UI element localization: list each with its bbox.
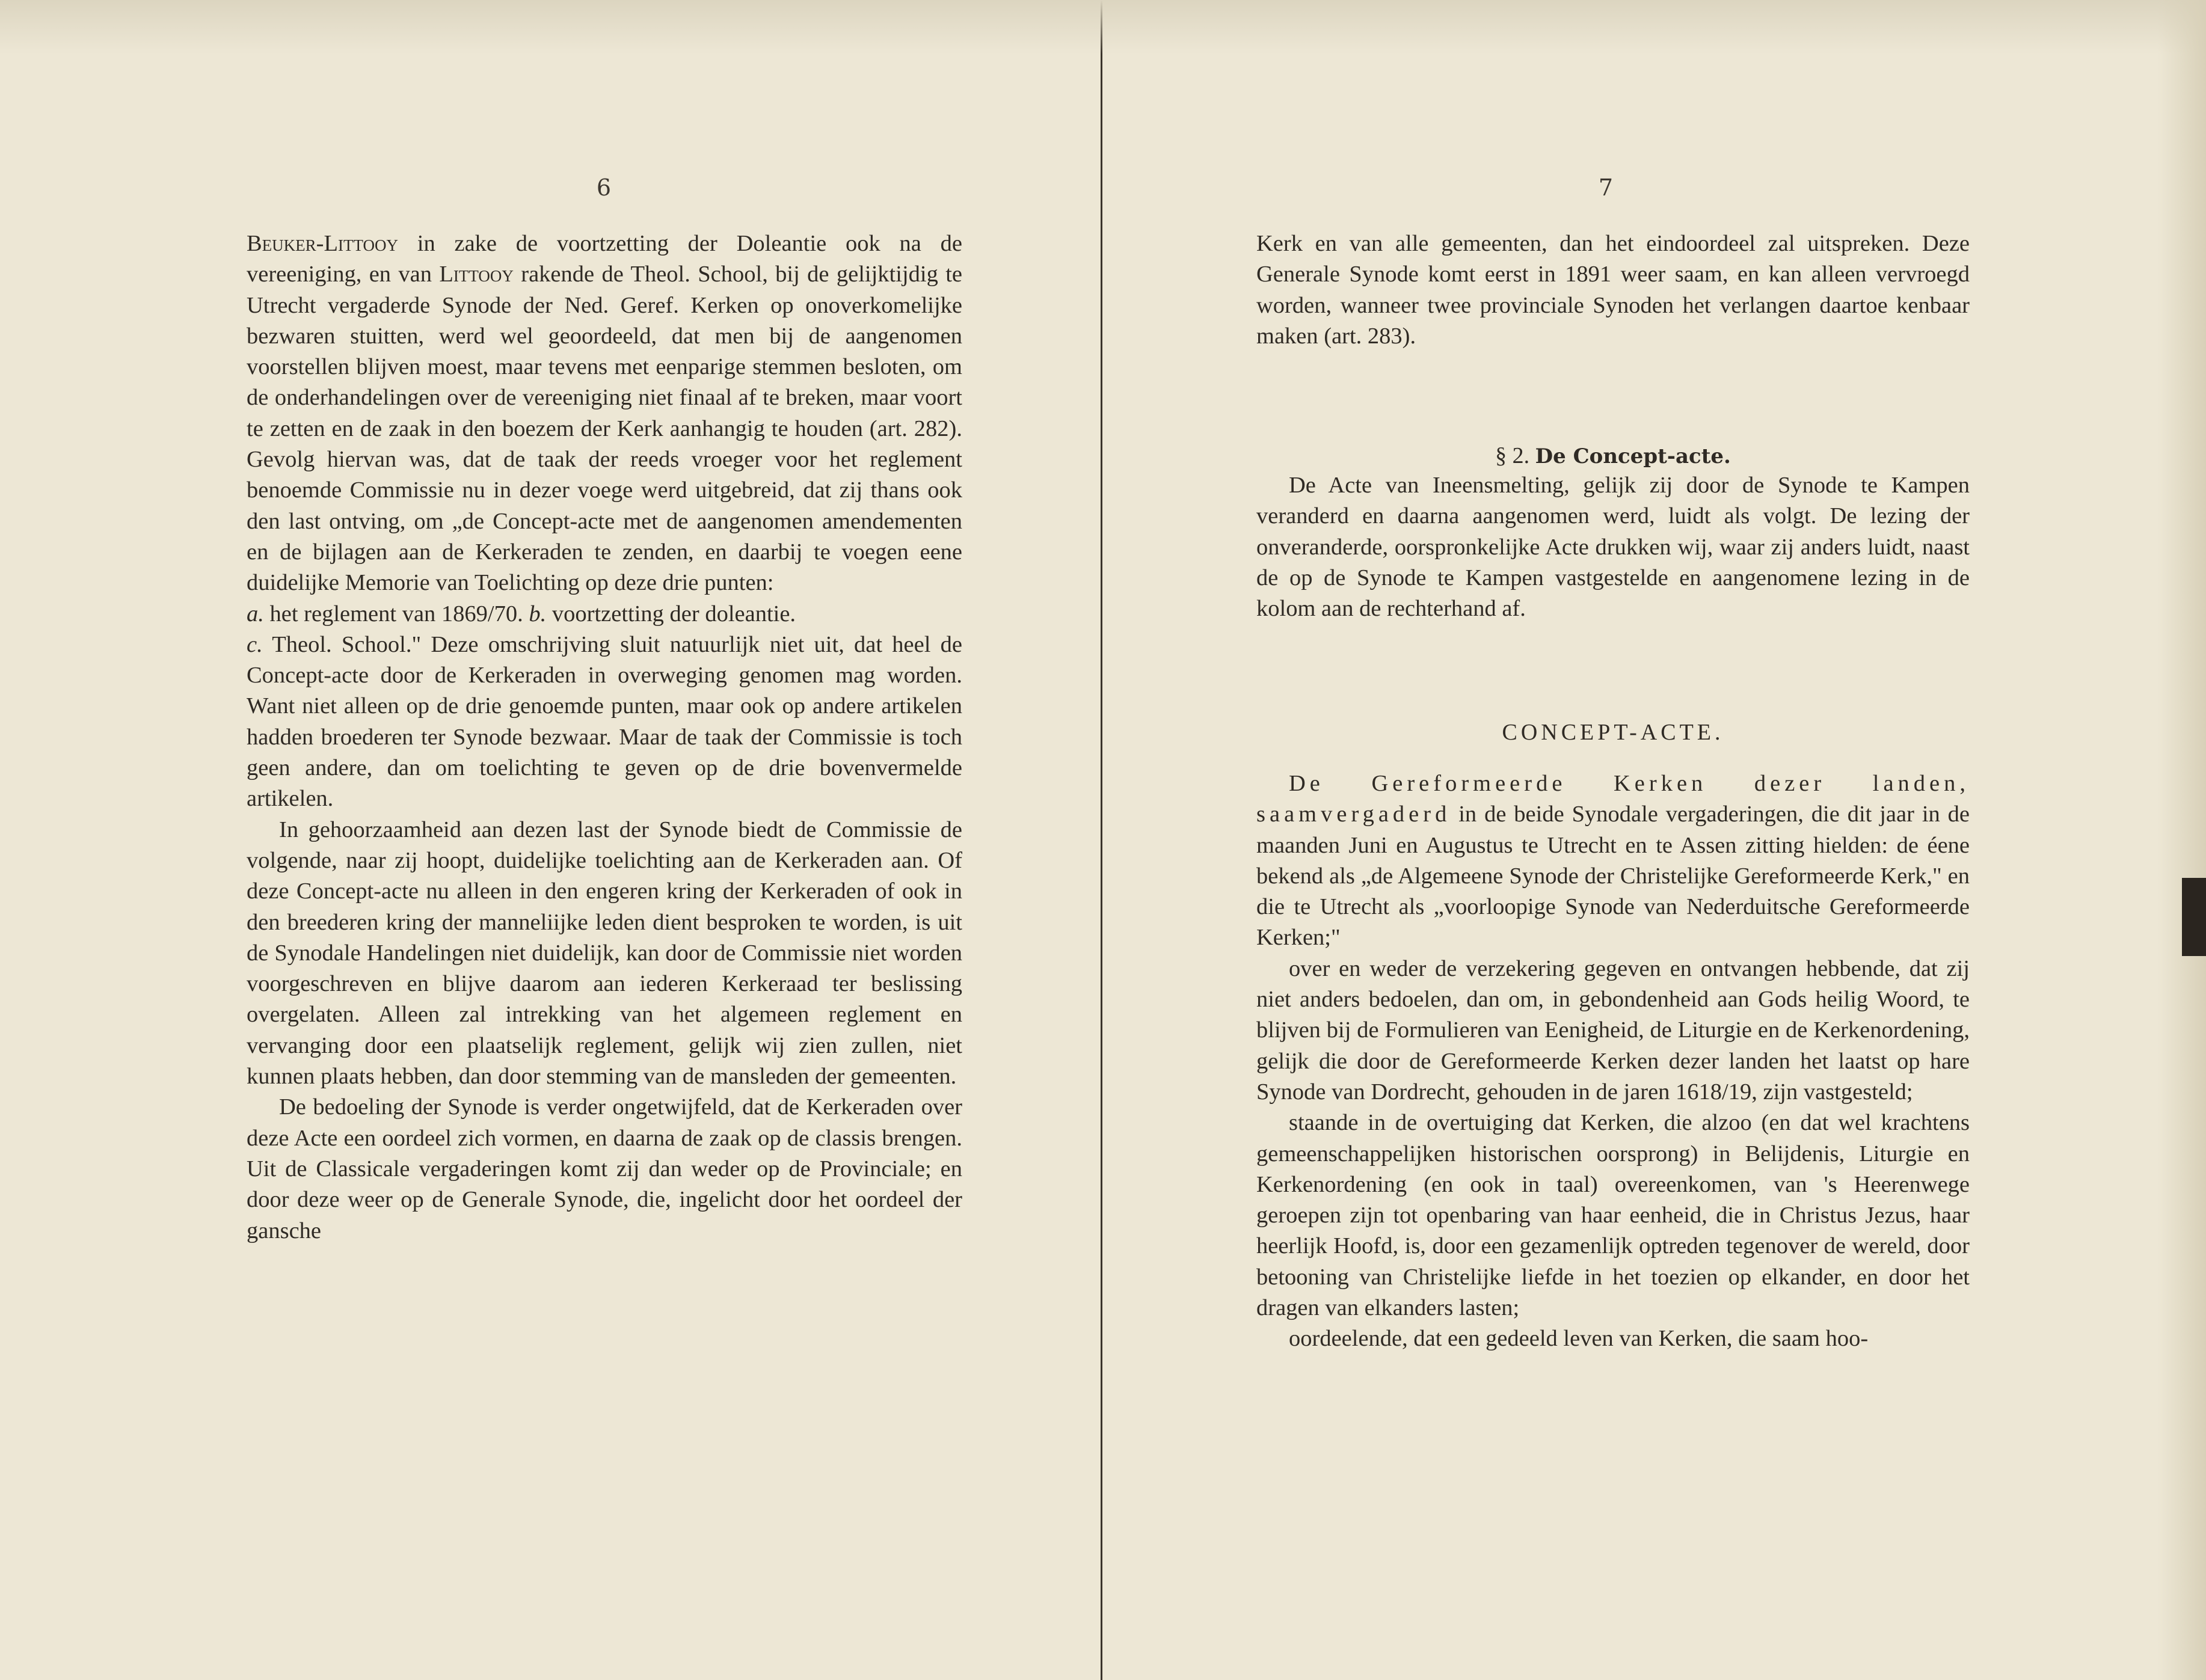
right-top-text	[1256, 228, 1970, 352]
right-paragraph-1: Kerk en van alle gemeenten, dan het eindoordeel zal uitspreken. Deze Generale Synode komt eerst in 1891 weer saam, en kan alleen vervroegd worden, wanneer twee provinciale Synoden het verlangen daartoe kenbaar maken (art. 283).	[1256, 231, 1970, 349]
name-smallcaps: Littooy	[439, 262, 514, 287]
acte-paragraph-3: staande in de overtuiging dat Kerken, die alzoo (en dat wel krachtens gemeenschappelijken historischen oorsprong) in Belijdenis, Liturgie en Kerkenordening (en ook in taal) overeenkomen, van 's Heerenwege geroepen zijn tot openbaring van haar eenheid, die in Christus Jezus, haar heerlijk Hoofd, is, door een gezamenlijk optreden tegenover de wereld, door betooning van Christelijke liefde in het toezien op elkander, en door het dragen van elkanders lasten;	[1256, 1110, 1970, 1321]
item-letter: a.	[247, 601, 264, 627]
left-page-text	[247, 228, 962, 1246]
left-paragraph-4: In gehoorzaamheid aan dezen last der Synode biedt de Commissie de volgende, naar zij hoopt, duidelijke toelichting aan de Kerkeraden aan. Of deze Concept-acte nu alleen in den engeren kring der Kerkeraden of ook in den breederen kring der manneliijke leden dient besproken te worden, is uit de Synodale Handelingen niet duidelijk, kan door de Commissie niet worden voorgeschreven en blijve daarom aan iederen Kerkeraad ter beslissing overgelaten. Alleen zal intrekking van het algemeen reglement en vervanging door een plaatselijk reglement, gelijk wij zien zullen, niet kunnen plaats hebben, dan door stemming van de mansleden der gemeenten.	[247, 817, 962, 1090]
section-heading	[1256, 443, 1970, 469]
page-edge-shadow	[2182, 878, 2206, 956]
left-paragraph-2	[247, 599, 962, 630]
section-title: De Concept-acte.	[1535, 444, 1731, 468]
section-text	[1256, 470, 1970, 624]
left-paragraph-1	[247, 228, 962, 599]
paragraph-text: voortzetting der doleantie.	[546, 601, 796, 627]
page-right-edge	[2158, 0, 2206, 1680]
acte-paragraph-1	[1256, 768, 1970, 954]
acte-spaced-lead: De Gereformeerde Kerken dezer landen, saamvergaderd	[1256, 771, 1970, 827]
left-paragraph-3	[247, 630, 962, 815]
name-smallcaps: Beuker-Littooy	[247, 231, 398, 256]
section-number: § 2.	[1495, 443, 1530, 468]
item-letter: c.	[247, 631, 263, 657]
acte-paragraph-4: oordeelende, dat een gedeeld leven van Kerken, die saam hoo-	[1289, 1326, 1869, 1352]
right-paragraph-2: De Acte van Ineensmelting, gelijk zij door de Synode te Kampen veranderd en daarna aangenomen werd, luidt als volgt. De lezing der onveranderde, oorspronkelijke Acte drukken wij, waar zij anders luidt, naast de op de Synode te Kampen vastgestelde en aangenomene lezing in de kolom aan de rechterhand af.	[1256, 473, 1970, 622]
concept-acte-heading: CONCEPT-ACTE.	[1502, 720, 1724, 745]
right-page-number: 7	[1598, 174, 1614, 201]
left-paragraph-5: De bedoeling der Synode is verder ongetwijfeld, dat de Kerkeraden over deze Acte een oordeel zich vormen, en daarna de zaak op de classis brengen. Uit de Classicale vergaderingen komt zij dan weder op de Provinciale; en door deze weer op de Generale Synode, die, ingelicht door het oordeel der gansche	[247, 1094, 962, 1243]
paragraph-text: in zake de voortzetting der Doleantie ook na de vereeniging, en van	[247, 231, 962, 287]
page-top-edge	[0, 0, 2206, 54]
paragraph-text: Theol. School." Deze omschrijving sluit natuurlijk niet uit, dat heel de Concept-acte door de Kerkeraden in overweging genomen mag worden. Want niet alleen op de drie genoemde punten, maar ook op andere artikelen hadden broederen ter Synode bezwaar. Maar de taak der Commissie is toch geen andere, dan om toelichting te geven op de drie bovenvermelde artikelen.	[247, 631, 962, 812]
paragraph-text: in de beide Synodale vergaderingen, die dit jaar in de maanden Juni en Augustus te Utrecht en te Assen zitting hielden: de éene bekend als „de Algemeene Synode der Christelijke Gereformeerde Kerk," en die te Utrecht als „voorloopige Synode van Nederduitsche Gereformeerde Kerken;"	[1256, 802, 1970, 951]
acte-text	[1256, 768, 1970, 1355]
item-letter: b.	[529, 601, 547, 627]
acte-paragraph-2: over en weder de verzekering gegeven en ontvangen hebbende, dat zij niet anders bedoelen, dan om, in gebondenheid aan Gods heilig Woord, te blijven bij de Formulieren van Eenigheid, de Liturgie en de Kerkenordening, gelijk die door de Gereformeerde Kerken dezer landen het laatst op hare Synode van Dordrecht, gehouden in de jaren 1618/19, zijn vastgesteld;	[1256, 955, 1970, 1105]
left-page-number: 6	[596, 174, 612, 201]
paragraph-text: het reglement van 1869/70.	[263, 601, 529, 627]
paragraph-text: rakende de Theol. School, bij de gelijktijdig te Utrecht vergaderde Synode der Ned. Geref. Kerken op onoverkomelijke bezwaren stuitten, werd wel geoordeeld, dat men bij de aangenomen voorstellen blijven moest, maar tevens met eenparige stemmen besloten, om de onderhandelingen over de vereeniging niet finaal af te breken, maar voort te zetten en de zaak in den boezem der Kerk aanhangig te houden (art. 282). Gevolg hiervan was, dat de taak der reeds vroeger voor het reglement benoemde Commissie nu in dezer voege werd uitgebreid, dat zij thans ook den last ontving, om „de Concept-acte met de aangenomen amendementen en de bijlagen aan de Kerkeraden te zenden, en daarbij te voegen eene duidelijke Memorie van Toelichting op deze drie punten:	[247, 262, 962, 596]
